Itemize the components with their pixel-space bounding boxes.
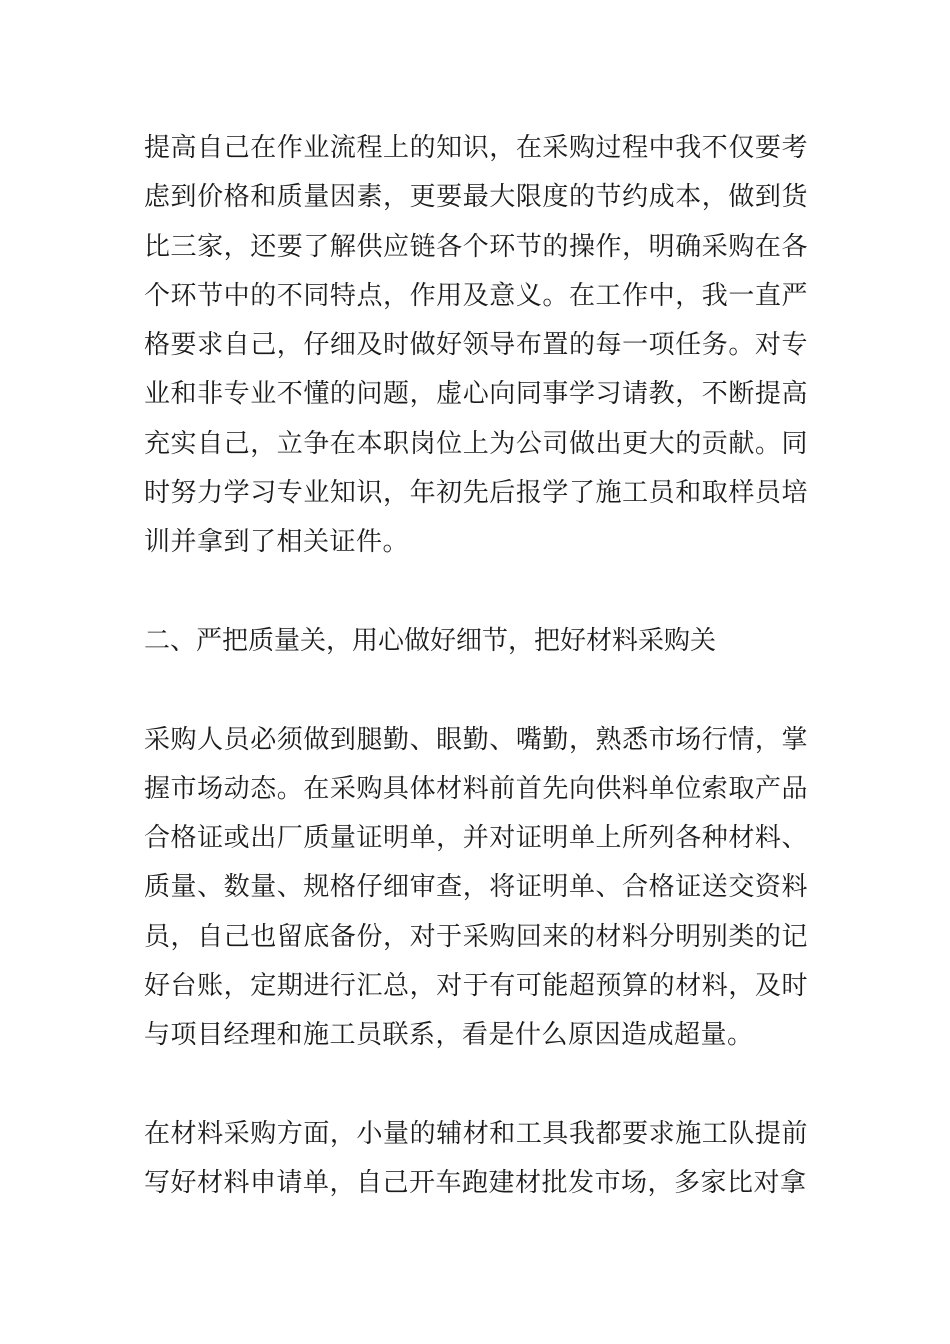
paragraph-purchaser-duties: 采购人员必须做到腿勤、眼勤、嘴勤，熟悉市场行情，掌握市场动态。在采购具体材料前首先向供料单位索取产品合格证或出厂质量证明单，并对证明单上所列各种材料、质量、数量、规格仔细审查，将证明单、合格证送交资料员，自己也留底备份，对于采购回来的材料分明别类的记好台账，定期进行汇总，对于有可能超预算的材料，及时与项目经理和施工员联系，看是什么原因造成超量。 — [144, 724, 808, 1051]
paragraph-spacer — [144, 666, 808, 715]
paragraph-procurement-knowledge: 提高自己在作业流程上的知识，在采购过程中我不仅要考虑到价格和质量因素，更要最大限度的节约成本，做到货比三家，还要了解供应链各个环节的操作，明确采购在各个环节中的不同特点，作用及意义。在工作中，我一直严格要求自己，仔细及时做好领导布置的每一项任务。对专业和非专业不懂的问题，虚心向同事学习请教，不断提高充实自己，立争在本职岗位上为公司做出更大的贡献。同时努力学习专业知识，年初先后报学了施工员和取样员培训并拿到了相关证件。 — [144, 133, 808, 558]
section-heading-quality-control: 二、严把质量关，用心做好细节，把好材料采购关 — [144, 625, 717, 656]
paragraph-material-purchasing: 在材料采购方面，小量的辅材和工具我都要求施工队提前写好材料申请单，自己开车跑建材批发市场，多家比对拿 — [144, 1118, 808, 1199]
paragraph-spacer — [144, 1061, 808, 1110]
document-body — [144, 124, 808, 1209]
paragraph-spacer — [144, 568, 808, 617]
